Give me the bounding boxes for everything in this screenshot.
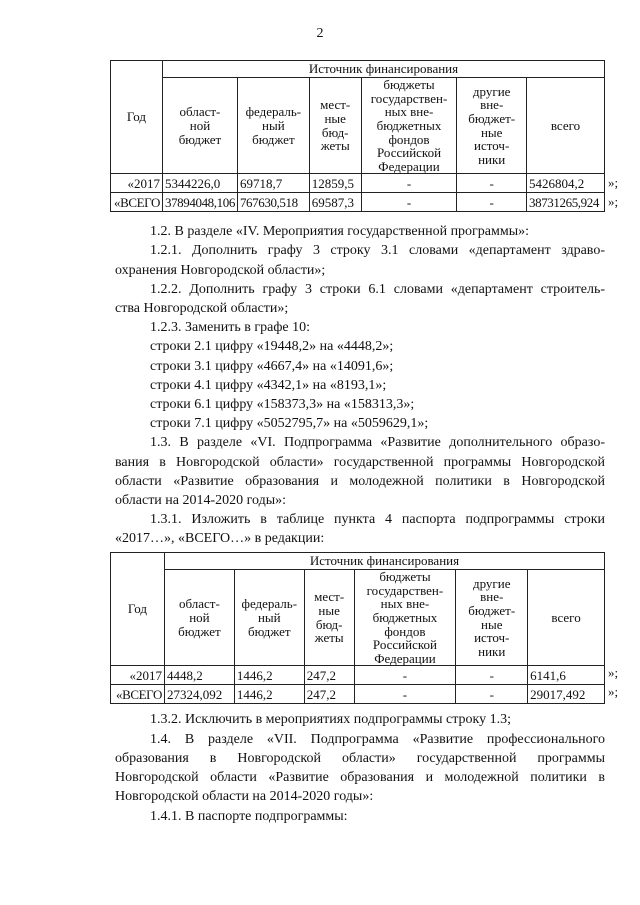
source-header: Источник финансирования xyxy=(162,61,604,78)
col-local: мест- ные бюд- жеты xyxy=(309,78,361,174)
paragraph-line: строки 2.1 цифру «19448,2» на «4448,2»; xyxy=(150,339,394,354)
col-state-funds: бюджеты государствен- ных вне- бюджетных фондов Российской Федерации xyxy=(354,570,456,666)
paragraph-line: 1.4. В разделе «VII. Подпрограмма «Развитие профессионального xyxy=(150,732,605,747)
table-row: «2017 5344226,0 69718,7 12859,5 - - 5426804,2 xyxy=(111,174,605,193)
col-local: мест- ные бюд- жеты xyxy=(304,570,354,666)
paragraph-line: строки 3.1 цифру «4667,4» на «14091,6»; xyxy=(150,359,394,374)
row-tail: »; xyxy=(608,665,619,680)
col-regional: област- ной бюджет xyxy=(162,78,237,174)
paragraph-line: строки 4.1 цифру «4342,1» на «8193,1»; xyxy=(150,378,387,393)
paragraph-line: строки 7.1 цифру «5052795,7» на «5059629,1»; xyxy=(150,416,429,431)
financing-table-2 xyxy=(110,552,605,704)
col-regional: област- ной бюджет xyxy=(164,570,234,666)
year-header: Год xyxy=(111,61,163,174)
paragraph-line: вания в Новгородской области» государственной программы Новгородской xyxy=(115,455,605,470)
paragraph-line: области «Развитие образования и молодежной политики в Новгородской xyxy=(115,474,605,489)
paragraph-line: 1.3.2. Исключить в мероприятиях подпрограммы строку 1.3; xyxy=(150,712,512,727)
paragraph-line: 1.3. В разделе «VI. Подпрограмма «Развитие дополнительного образо- xyxy=(150,435,605,450)
page-number: 2 xyxy=(316,26,324,41)
paragraph-line: 1.2.1. Дополнить графу 3 строку 3.1 словами «департамент здраво- xyxy=(150,243,605,258)
col-total: всего xyxy=(527,78,605,174)
col-federal: федераль- ный бюджет xyxy=(237,78,309,174)
paragraph-line: охранения Новгородской области»; xyxy=(115,263,326,278)
paragraph-line: Новгородской области на 2014-2020 годы»: xyxy=(115,789,374,804)
paragraph-line: Новгородской области «Развитие образования и молодежной политики в xyxy=(115,770,605,785)
col-federal: федераль- ный бюджет xyxy=(234,570,304,666)
row-tail: »; xyxy=(608,684,619,699)
col-state-funds: бюджеты государствен- ных вне- бюджетных фондов Российской Федерации xyxy=(361,78,457,174)
paragraph-line: 1.2.3. Заменить в графе 10: xyxy=(150,320,311,335)
paragraph-line: 1.2.2. Дополнить графу 3 строки 6.1 словами «департамент строитель- xyxy=(150,282,605,297)
table-row: «ВСЕГО 37894048,106 767630,518 69587,3 - - 38731265,924 xyxy=(111,193,605,212)
table-row: «ВСЕГО 27324,092 1446,2 247,2 - - 29017,492 xyxy=(111,685,605,704)
paragraph-line: ства Новгородской области»; xyxy=(115,301,289,316)
col-other: другие вне- бюджет- ные источ- ники xyxy=(457,78,527,174)
paragraph-line: 1.3.1. Изложить в таблице пункта 4 паспорта подпрограммы строки xyxy=(150,512,605,527)
row-tail: »; xyxy=(608,175,619,190)
paragraph-line: образования в Новгородской области» государственной программы xyxy=(115,751,605,766)
paragraph-line: строки 6.1 цифру «158373,3» на «158313,3»; xyxy=(150,397,415,412)
col-other: другие вне- бюджет- ные источ- ники xyxy=(456,570,528,666)
source-header: Источник финансирования xyxy=(164,553,604,570)
paragraph-line: «2017…», «ВСЕГО…» в редакции: xyxy=(115,531,325,546)
paragraph-line: 1.2. В разделе «IV. Мероприятия государственной программы»: xyxy=(150,224,530,239)
col-total: всего xyxy=(528,570,605,666)
row-tail: »; xyxy=(608,194,619,209)
table-row: «2017 4448,2 1446,2 247,2 - - 6141,6 xyxy=(111,666,605,685)
paragraph-line: области на 2014-2020 годы»: xyxy=(115,493,287,508)
financing-table-1 xyxy=(110,60,605,212)
year-header: Год xyxy=(111,553,165,666)
paragraph-line: 1.4.1. В паспорте подпрограммы: xyxy=(150,809,348,824)
